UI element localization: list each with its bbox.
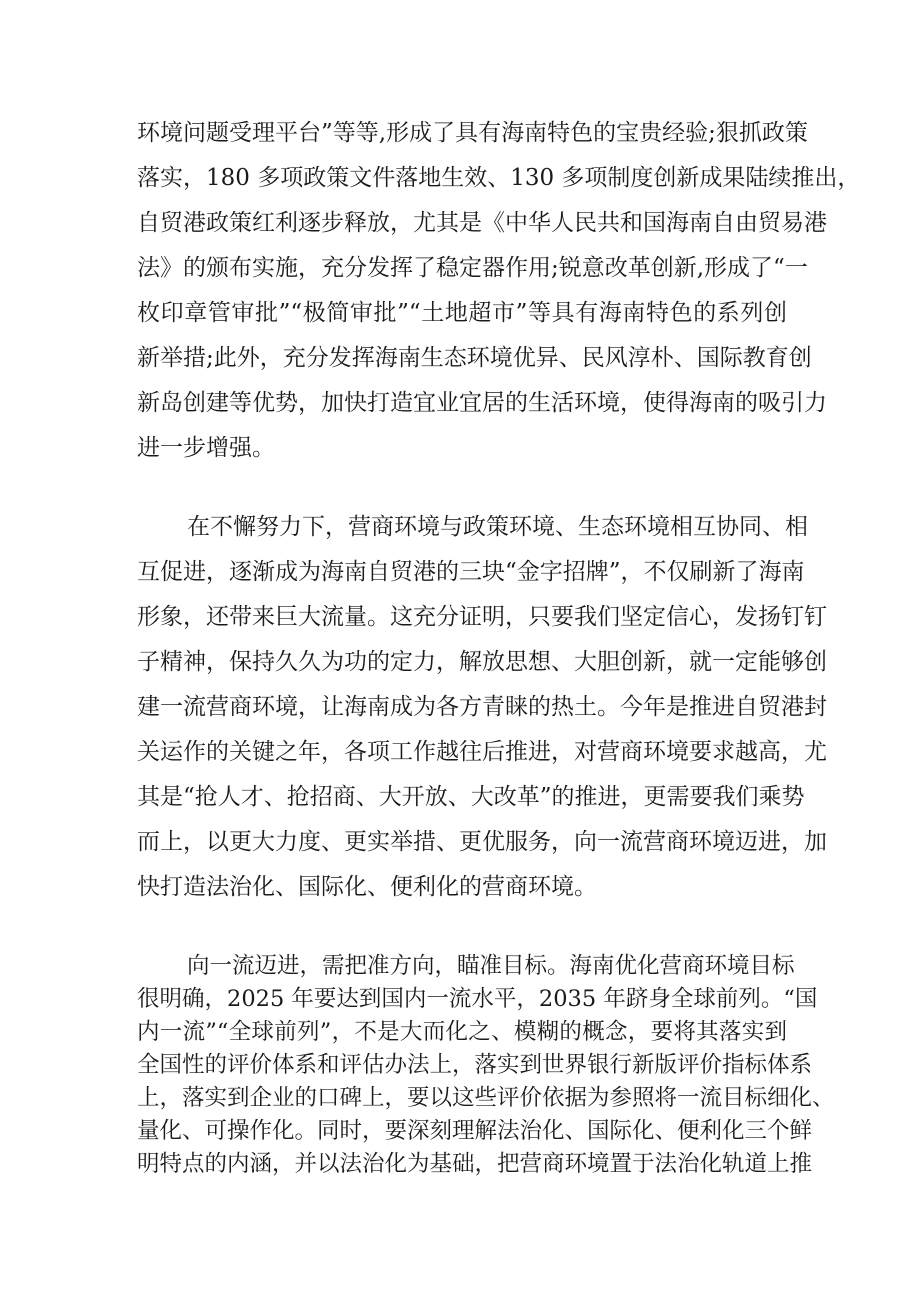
text-line: 新举措;此外，充分发挥海南生态环境优异、民风淳朴、国际教育创 <box>137 345 812 371</box>
text-line: 环境问题受理平台”等等,形成了具有海南特色的宝贵经验;狠抓政策 <box>137 120 808 146</box>
text-line: 进一步增强。 <box>137 435 275 461</box>
text-line: 新岛创建等优势，加快打造宜业宜居的生活环境，使得海南的吸引力 <box>137 390 827 416</box>
text-line: 很明确，2025 年要达到国内一流水平，2035 年跻身全球前列。“国 <box>137 986 818 1012</box>
text-line: 其是“抢人才、抢招商、大开放、大改革”的推进，更需要我们乘势 <box>137 784 805 810</box>
text-line: 内一流”“全球前列”，不是大而化之、模糊的概念，要将其落实到 <box>137 1019 787 1045</box>
text-line: 向一流迈进，需把准方向，瞄准目标。海南优化营商环境目标 <box>187 953 795 979</box>
text-line: 子精神，保持久久为功的定力，解放思想、大胆创新，就一定能够创 <box>137 649 827 675</box>
text-line: 关运作的关键之年，各项工作越往后推进，对营商环境要求越高，尤 <box>137 739 827 765</box>
text-line: 在不懈努力下，营商环境与政策环境、生态环境相互协同、相 <box>187 514 808 540</box>
text-line: 快打造法治化、国际化、便利化的营商环境。 <box>137 874 597 900</box>
text-line: 法》的颁布实施，充分发挥了稳定器作用;锐意改革创新,形成了“一 <box>137 255 808 281</box>
text-line: 上，落实到企业的口碑上，要以这些评价依据为参照将一流目标细化、 <box>137 1085 835 1111</box>
text-line: 互促进，逐渐成为海南自贸港的三块“金字招牌”，不仅刷新了海南 <box>137 559 805 585</box>
text-line: 量化、可操作化。同时，要深刻理解法治化、国际化、便利化三个鲜 <box>137 1118 813 1144</box>
text-line: 而上，以更大力度、更实举措、更优服务，向一流营商环境迈进，加 <box>137 829 827 855</box>
text-line: 形象，还带来巨大流量。这充分证明，只要我们坚定信心，发扬钉钉 <box>137 604 827 630</box>
text-line: 自贸港政策红利逐步释放，尤其是《中华人民共和国海南自由贸易港 <box>137 210 827 236</box>
text-line: 全国性的评价体系和评估办法上，落实到世界银行新版评价指标体系 <box>137 1052 813 1078</box>
text-line: 落实，180 多项政策文件落地生效、130 多项制度创新成果陆续推出， <box>137 165 861 191</box>
text-line: 建一流营商环境，让海南成为各方青睐的热土。今年是推进自贸港封 <box>137 694 827 720</box>
text-line: 枚印章管审批”“极简审批”“土地超市”等具有海南特色的系列创 <box>137 300 787 326</box>
text-line: 明特点的内涵，并以法治化为基础，把营商环境置于法治化轨道上推 <box>137 1151 813 1177</box>
